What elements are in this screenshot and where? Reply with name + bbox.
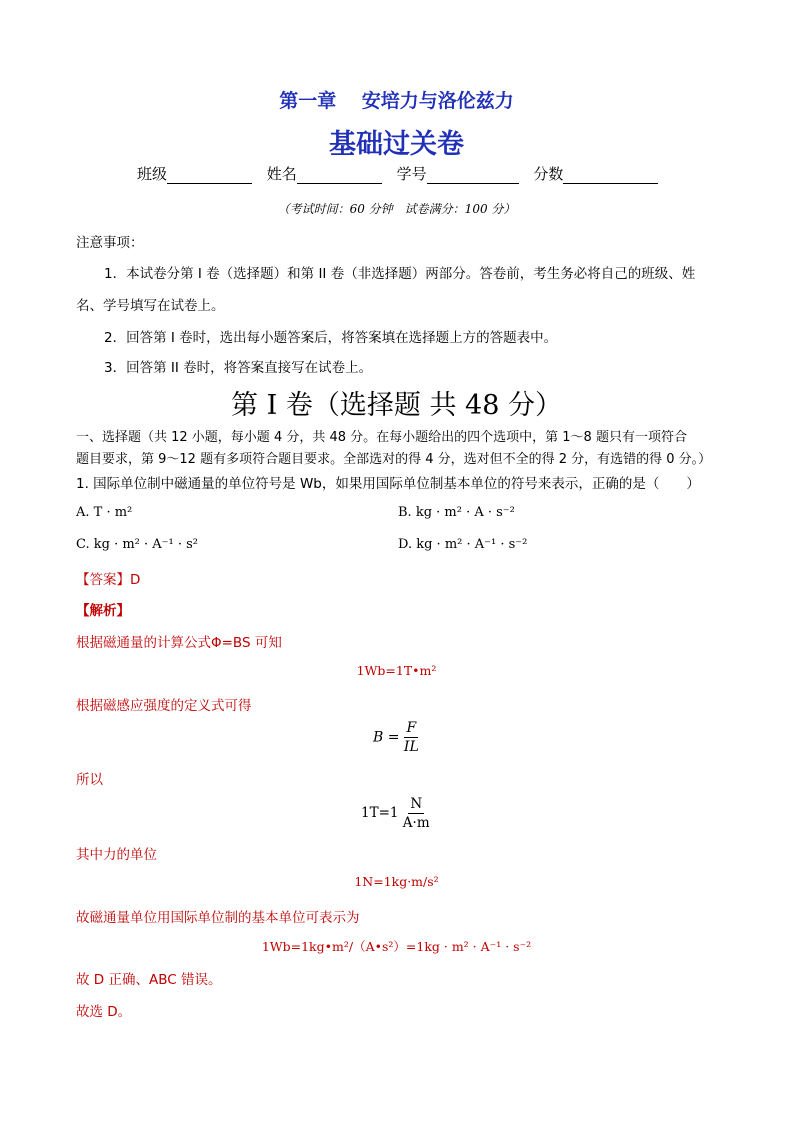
section-intro-2: 题目要求，第 9～12 题有多项符合题目要求。全部选对的得 4 分，选对但不全的得 2 分，有选错的得 0 分。）	[76, 452, 712, 467]
student-id-label: 学号	[396, 165, 427, 183]
name-label: 姓名	[266, 165, 297, 183]
equation-2-denominator: IL	[403, 739, 419, 755]
student-info-row	[137, 163, 668, 184]
equation-3-denominator: A·m	[402, 815, 430, 831]
paper-title: 基础过关卷	[329, 129, 464, 160]
solution-line-5: 故磁通量单位用国际单位制的基本单位可表示为	[76, 910, 360, 926]
class-field	[167, 167, 252, 184]
equation-5: 1Wb=1kg•m²/（A•s²）=1kg · m² · A⁻¹ · s⁻²	[261, 939, 532, 954]
equation-3	[361, 795, 430, 832]
section-title: 第 I 卷（选择题 共 48 分）	[231, 390, 562, 421]
section-intro-1: 一、选择题（共 12 小题，每小题 4 分，共 48 分。在每小题给出的四个选项中，第 1～8 题只有一项符合	[76, 430, 687, 445]
note-item-1: 1．本试卷分第 I 卷（选择题）和第 II 卷（非选择题）两部分。答卷前，考生务必将自己的班级、姓	[104, 266, 696, 282]
equation-1: 1Wb=1T•m²	[356, 663, 437, 678]
question-1-stem: 1. 国际单位制中磁通量的单位符号是 Wb，如果用国际单位制基本单位的符号来表示，正确的是（ ）	[76, 476, 700, 492]
option-d: D. kg · m² · A⁻¹ · s⁻²	[398, 537, 528, 552]
analysis-label: 【解析】	[76, 603, 130, 619]
equation-4: 1N=1kg·m/s²	[354, 874, 439, 889]
note-item-1-cont: 名、学号填写在试卷上。	[76, 298, 225, 314]
final-choice: 故选 D。	[76, 1004, 132, 1020]
solution-line-4: 其中力的单位	[76, 847, 157, 863]
exam-time: （考试时间：60 分钟 试卷满分：100 分）	[277, 202, 516, 216]
conclusion: 故 D 正确、ABC 错误。	[76, 972, 222, 988]
option-a: A. T · m²	[76, 505, 133, 520]
equation-2	[373, 719, 419, 756]
solution-line-1: 根据磁通量的计算公式Φ=BS 可知	[76, 635, 282, 651]
score-field	[563, 167, 658, 184]
equation-3-fraction	[403, 795, 430, 832]
option-c: C. kg · m² · A⁻¹ · s²	[76, 537, 199, 552]
note-item-3: 3．回答第 II 卷时，将答案直接写在试卷上。	[104, 360, 373, 376]
option-b: B. kg · m² · A · s⁻²	[398, 505, 515, 520]
solution-line-2: 根据磁感应强度的定义式可得	[76, 698, 252, 714]
equation-2-lhs: B =	[373, 729, 400, 746]
student-id-field	[427, 167, 519, 184]
answer: 【答案】D	[76, 572, 141, 588]
notes-heading: 注意事项：	[76, 235, 144, 251]
equation-3-numerator: N	[410, 796, 423, 812]
solution-line-3: 所以	[76, 772, 103, 788]
equation-3-lhs: 1T=1	[361, 805, 399, 821]
name-field	[297, 167, 382, 184]
note-item-2: 2．回答第 I 卷时，选出每小题答案后，将答案填在选择题上方的答题表中。	[104, 330, 558, 346]
equation-2-numerator: F	[406, 720, 417, 736]
score-label: 分数	[533, 165, 564, 183]
chapter-title: 第一章 安培力与洛伦兹力	[279, 90, 514, 112]
class-label: 班级	[137, 165, 168, 183]
equation-2-fraction	[404, 719, 419, 756]
